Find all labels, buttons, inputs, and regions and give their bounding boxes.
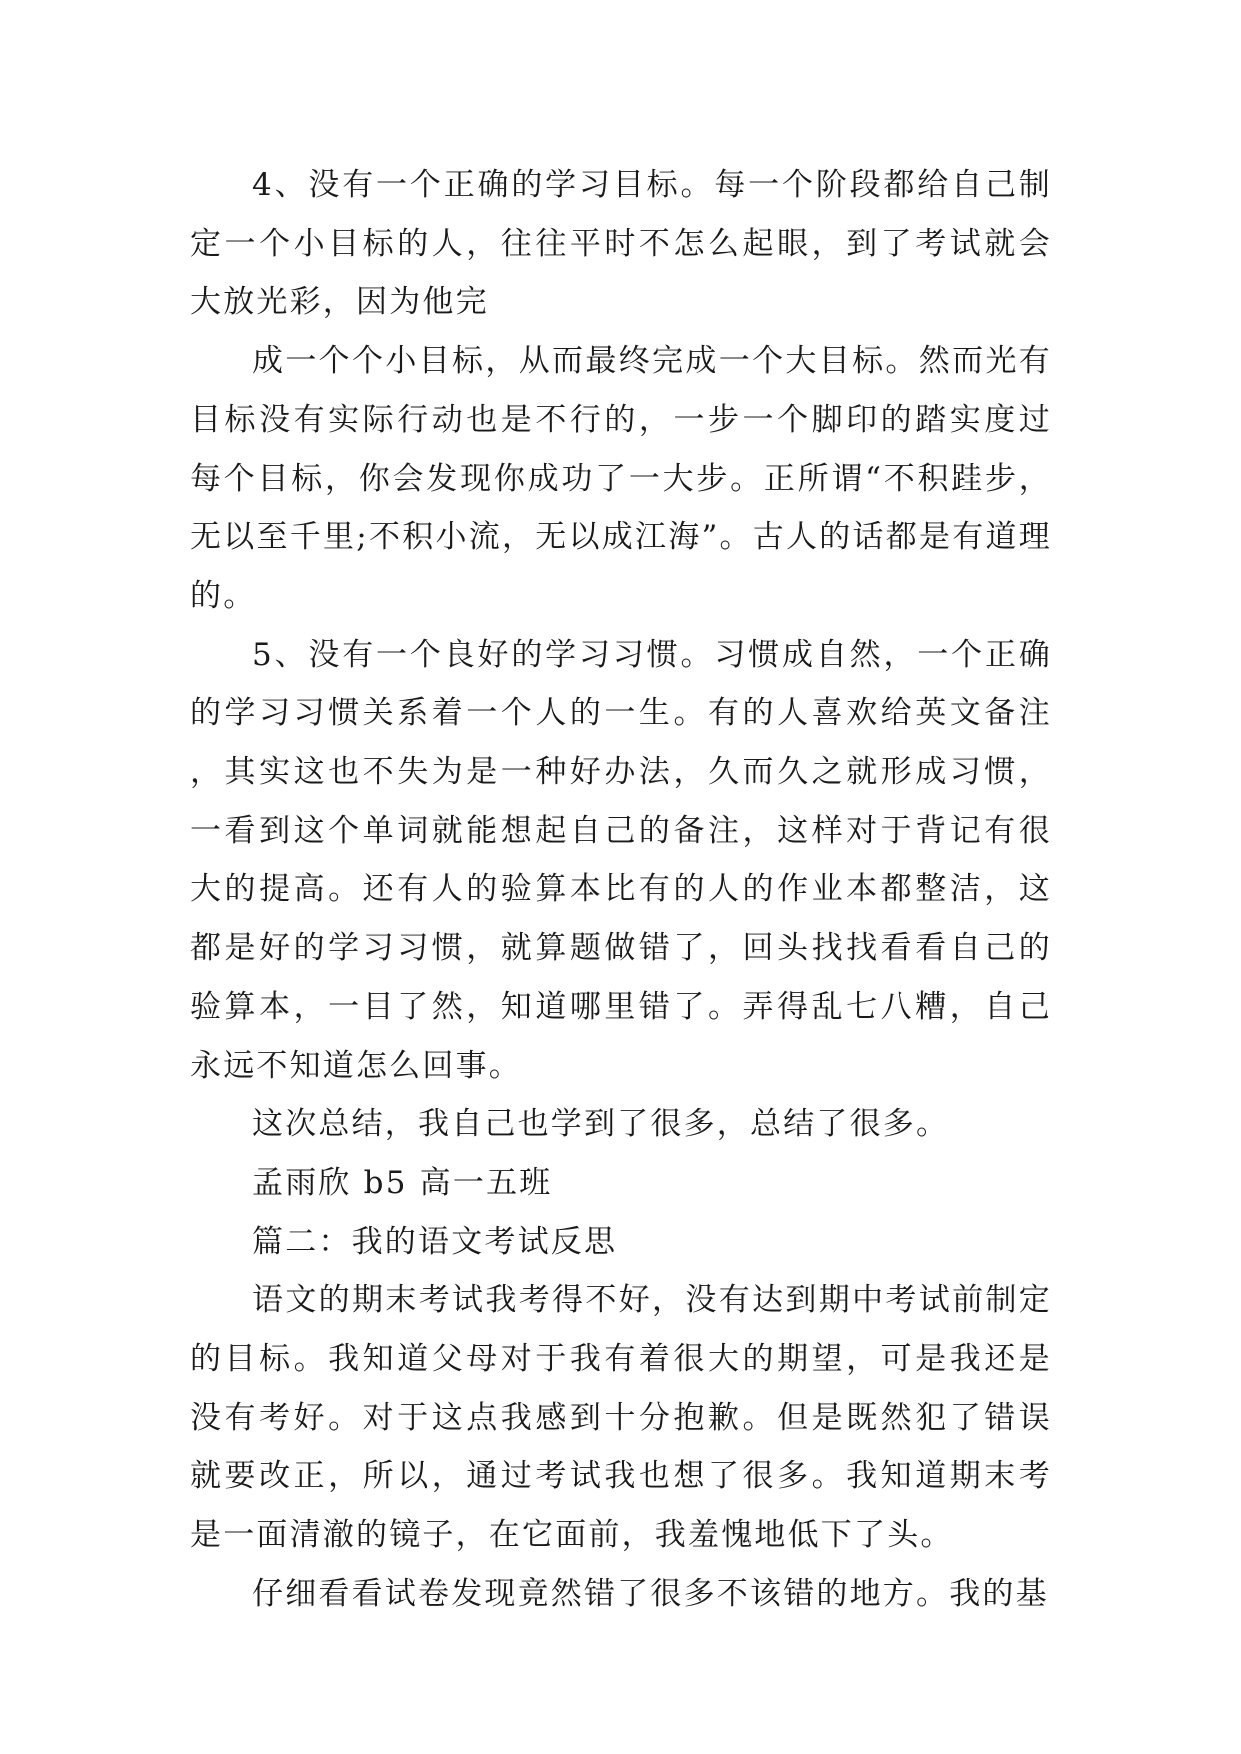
section-heading-part-two: 篇二：我的语文考试反思 — [252, 1223, 618, 1260]
document-body — [190, 156, 1052, 1624]
paragraph-author: 孟雨欣 b5 高一五班 — [252, 1164, 553, 1201]
paragraph-goal-continued: 成一个个小目标，从而最终完成一个大目标。然而光有目标没有实际行动也是不行的，一步一个脚印的踏实度过每个目标，你会发现你成功了一大步。正所谓“不积跬步，无以至千里;不积小流，无以成江海”。古人的话都是有道理的。 — [190, 343, 1052, 614]
paragraph-summary: 这次总结，我自己也学到了很多，总结了很多。 — [252, 1106, 950, 1143]
paragraph-habit-point-5: 5、没有一个良好的学习习惯。习惯成自然，一个正确的学习习惯关系着一个人的一生。有的人喜欢给英文备注，其实这也不失为是一种好办法，久而久之就形成习惯，一看到这个单词就能想起自己的备注，这样对于背记有很大的提高。还有人的验算本比有的人的作业本都整洁，这都是好的学习习惯，就算题做错了，回头找找看看自己的验算本，一目了然，知道哪里错了。弄得乱七八糟，自己永远不知道怎么回事。 — [190, 636, 1052, 1084]
paragraph-goal-point-4: 4、没有一个正确的学习目标。每一个阶段都给自己制定一个小目标的人，往往平时不怎么起眼，到了考试就会大放光彩，因为他完 — [190, 167, 1052, 321]
paragraph-exam-mistakes: 仔细看看试卷发现竟然错了很多不该错的地方。我的基 — [252, 1575, 1049, 1612]
paragraph-exam-reflection: 语文的期末考试我考得不好，没有达到期中考试前制定的目标。我知道父母对于我有着很大的期望，可是我还是没有考好。对于这点我感到十分抱歉。但是既然犯了错误就要改正，所以，通过考试我也想了很多。我知道期末考是一面清澈的镜子，在它面前，我羞愧地低下了头。 — [190, 1282, 1052, 1554]
